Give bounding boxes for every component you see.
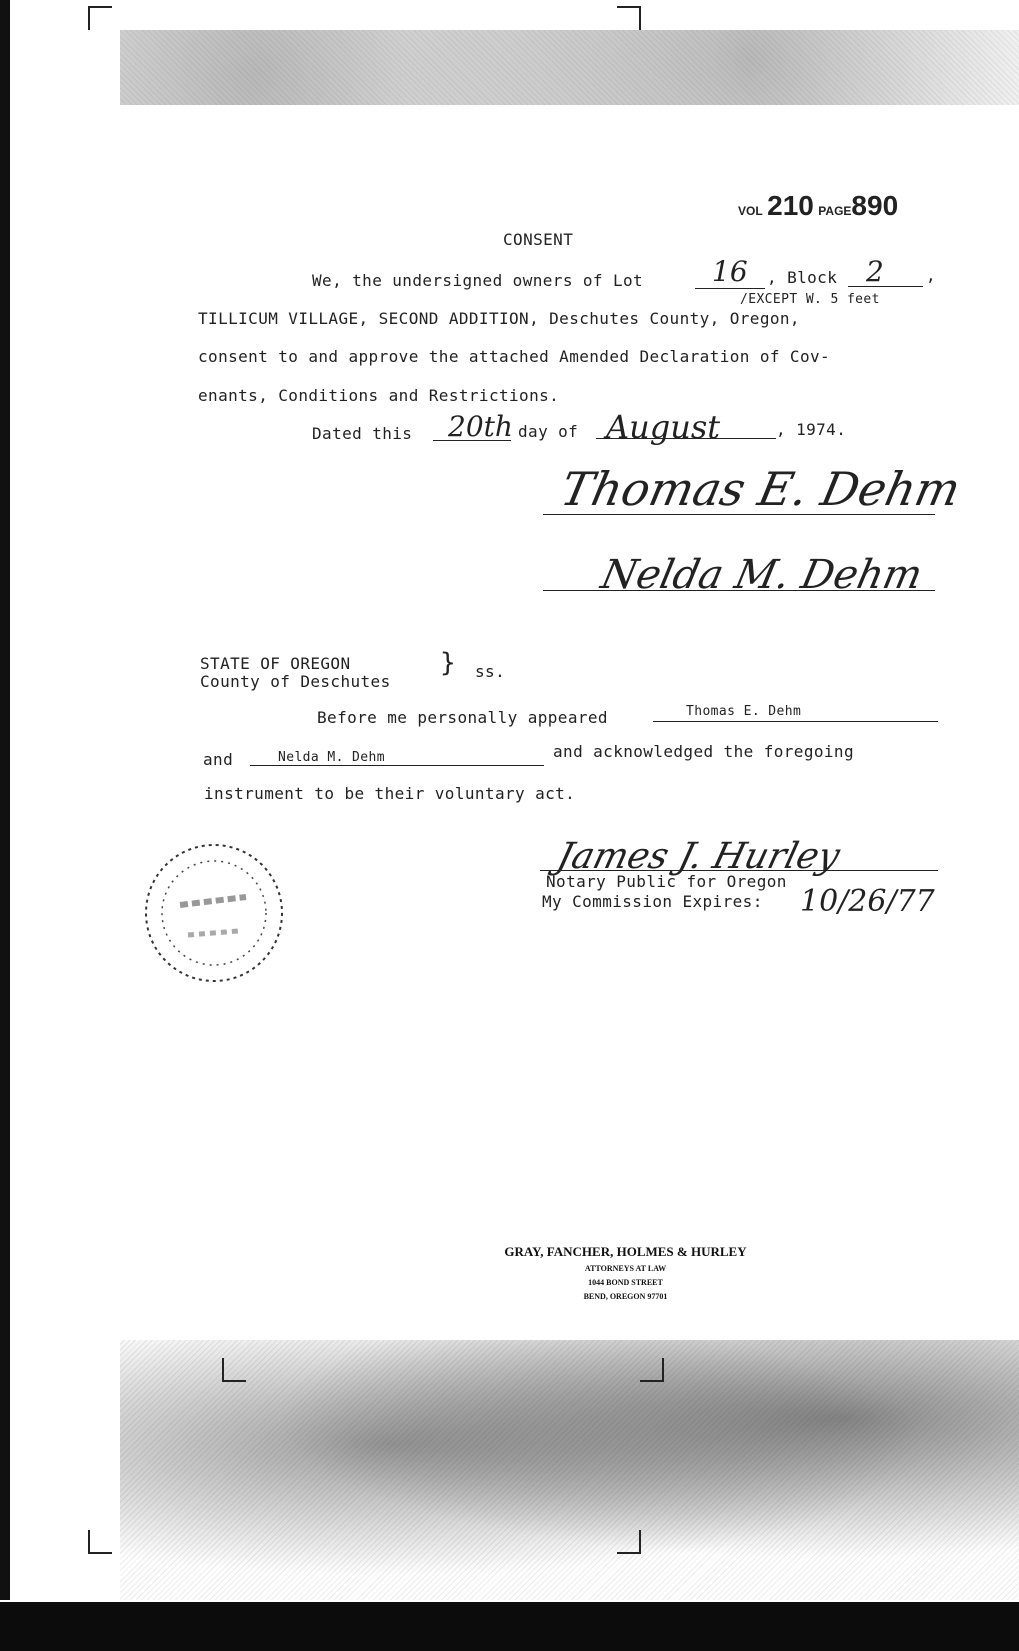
except-note: /EXCEPT W. 5 feet [740,292,880,307]
second-name-line [250,765,544,766]
appeared-name: Thomas E. Dehm [686,704,802,719]
scan-noise-top [120,30,1019,105]
signature-1: Thomas E. Dehm [556,462,966,516]
body-line1-mid: , Block [767,268,838,287]
day-underline [433,440,511,441]
page-number: 890 [851,190,899,221]
acknowledged-text: and acknowledged the foregoing [553,742,854,761]
month-underline [596,438,776,439]
lot-underline [695,288,765,289]
signature-2: Nelda M. Dehm [597,552,927,598]
body-line1-pre: We, the undersigned owners of Lot [312,271,644,290]
body-line1-end: , [926,266,937,285]
state-label: STATE OF OREGON [200,654,351,673]
ss-label: ss. [475,662,506,681]
body-line3: consent to and approve the attached Amended Declaration of Cov- [198,347,831,366]
dated-pre: Dated this [312,424,413,443]
commission-label: My Commission Expires: [542,892,763,911]
vol-number: 210 [767,190,814,221]
brace-open: } [440,648,457,678]
crop-mark-top-right [617,6,641,30]
crop-mark-bottom-right [640,1358,664,1382]
instrument-text: instrument to be their voluntary act. [204,784,576,803]
and-label: and [203,750,234,769]
crop-mark-lower-right [617,1530,641,1554]
block-number: 2 [866,255,884,288]
signature-1-line [543,514,935,515]
scan-bottom-edge [0,1602,1019,1651]
signature-2-line [543,590,935,591]
firm-line3: BEND, OREGON 97701 [583,1292,668,1301]
notary-signature: James J. Hurley [552,836,844,877]
dated-mid: day of [518,422,579,441]
crop-mark-top-left [88,6,112,30]
dated-year: , 1974. [776,420,847,439]
document-title: CONSENT [503,230,574,249]
lot-number: 16 [712,255,748,288]
body-line4: enants, Conditions and Restrictions. [198,386,560,405]
commission-date: 10/26/77 [800,884,935,919]
firm-line2: 1044 BOND STREET [588,1278,663,1287]
page-label: PAGE [818,204,852,218]
scan-edge [0,0,10,1600]
crop-mark-lower-left [88,1530,112,1554]
notary-signature-line [540,870,938,871]
appeared-name-line [653,721,938,722]
county-label: County of Deschutes [200,672,391,691]
body-line2: TILLICUM VILLAGE, SECOND ADDITION, Deschutes County, Oregon, [198,309,800,328]
second-name: Nelda M. Dehm [278,750,385,765]
crop-mark-bottom-left [222,1358,246,1382]
vol-label: VOL [738,204,763,218]
block-underline [848,286,923,287]
notary-seal [128,835,300,990]
scan-noise-bottom [120,1340,1019,1600]
volume-page-stamp [738,190,898,222]
dated-day: 20th [448,410,513,443]
appeared-pre: Before me personally appeared [317,708,608,727]
firm-line1: ATTORNEYS AT LAW [584,1264,667,1273]
firm-name: GRAY, FANCHER, HOLMES & HURLEY [504,1244,747,1259]
notary-public-label: Notary Public for Oregon [546,872,787,891]
dated-month: August [606,408,721,446]
